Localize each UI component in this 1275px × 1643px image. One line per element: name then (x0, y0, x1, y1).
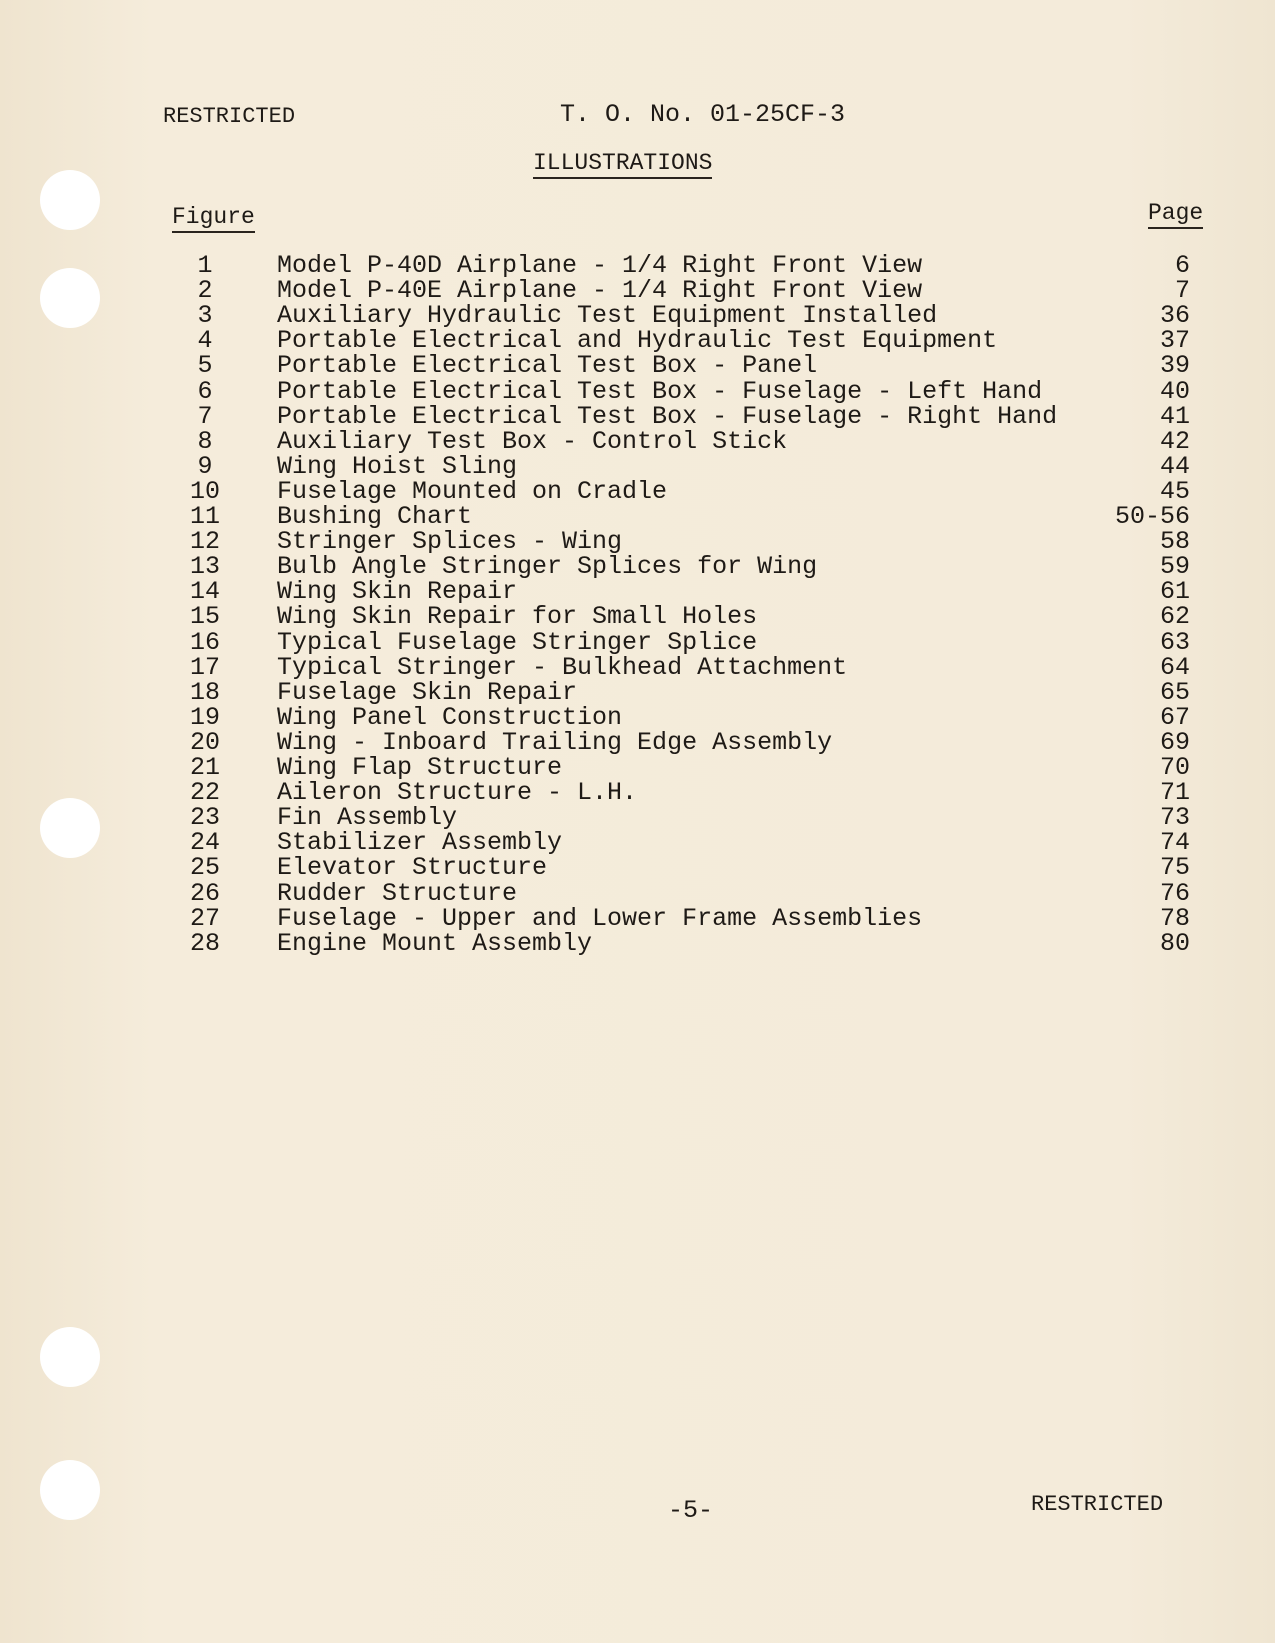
figure-page: 64 (1159, 652, 1190, 682)
figure-page: 42 (1159, 426, 1190, 456)
figure-title: Wing Panel Construction (277, 702, 623, 732)
figure-number: 26 (189, 878, 220, 908)
figure-number: 9 (197, 451, 213, 481)
figure-number: 12 (189, 527, 220, 557)
figure-title: Wing Skin Repair for Small Holes (277, 602, 758, 632)
list-item (0, 401, 1275, 431)
figure-page: 78 (1159, 903, 1190, 933)
figure-page: 45 (1159, 476, 1190, 506)
column-header-figure: Figure (172, 204, 255, 233)
figure-title: Aileron Structure - L.H. (277, 778, 638, 808)
list-item (0, 602, 1275, 632)
figure-number: 28 (189, 928, 220, 958)
figure-number: 4 (197, 326, 213, 356)
figure-title: Wing - Inboard Trailing Edge Assembly (277, 727, 833, 757)
figure-title: Rudder Structure (277, 878, 518, 908)
figure-title: Model P-40E Airplane - 1/4 Right Front View (277, 276, 923, 306)
figure-title: Wing Flap Structure (277, 753, 563, 782)
figure-page: 39 (1159, 351, 1190, 381)
figure-page: 73 (1159, 803, 1190, 833)
list-item (0, 276, 1275, 306)
list-item (0, 577, 1275, 607)
list-item (0, 476, 1275, 506)
binder-hole (40, 1327, 100, 1387)
list-item (0, 828, 1275, 858)
figure-number: 25 (189, 853, 220, 883)
figure-page: 74 (1159, 828, 1190, 858)
figure-page: 62 (1159, 602, 1190, 632)
figure-title: Bulb Angle Stringer Splices for Wing (277, 552, 818, 582)
list-item (0, 677, 1275, 707)
list-item (0, 376, 1275, 406)
list-item (0, 504, 1275, 529)
figure-page: 67 (1159, 702, 1190, 732)
figure-page: 6 (1174, 251, 1190, 280)
binder-hole (40, 1460, 100, 1520)
figure-number: 23 (189, 803, 220, 833)
list-item (0, 727, 1275, 757)
figure-title: Stabilizer Assembly (277, 828, 563, 858)
header-document-number: T. O. No. 01-25CF-3 (560, 100, 846, 129)
figure-number: 3 (197, 301, 213, 331)
figure-page: 37 (1159, 326, 1190, 356)
figure-page: 63 (1159, 627, 1190, 657)
figure-title: Stringer Splices - Wing (277, 527, 623, 557)
figure-number: 17 (189, 652, 220, 682)
list-item (0, 652, 1275, 682)
figure-page: 36 (1159, 301, 1190, 331)
list-item (0, 803, 1275, 833)
figure-number: 24 (189, 828, 220, 858)
figure-page: 61 (1159, 577, 1190, 607)
list-item (0, 451, 1275, 481)
figure-number: 2 (197, 276, 213, 306)
list-item (0, 426, 1275, 456)
figure-number: 19 (189, 702, 220, 732)
figure-page: 40 (1159, 376, 1190, 406)
figure-number: 6 (197, 376, 213, 406)
figure-title: Wing Skin Repair (277, 577, 518, 607)
figure-page: 75 (1159, 853, 1190, 883)
list-item (0, 527, 1275, 557)
figure-title: Typical Stringer - Bulkhead Attachment (277, 652, 848, 682)
figure-page: 80 (1159, 928, 1190, 958)
figure-number: 16 (189, 627, 220, 657)
figure-title: Fuselage Mounted on Cradle (277, 476, 668, 506)
list-item (0, 928, 1275, 958)
list-item (0, 853, 1275, 883)
figure-title: Portable Electrical and Hydraulic Test Equipment (277, 326, 998, 356)
figure-number: 13 (189, 552, 220, 582)
figure-title: Auxiliary Hydraulic Test Equipment Installed (277, 301, 938, 331)
figure-page: 59 (1159, 552, 1190, 582)
figure-page: 41 (1159, 401, 1190, 431)
figure-number: 22 (189, 778, 220, 808)
binder-hole (40, 170, 100, 230)
list-item (0, 627, 1275, 657)
figure-title: Fin Assembly (277, 803, 458, 833)
figure-page: 44 (1159, 451, 1190, 481)
column-header-page: Page (1148, 200, 1203, 229)
list-item (0, 552, 1275, 582)
figure-page: 50-56 (1114, 502, 1190, 531)
list-item (0, 301, 1275, 331)
figure-page: 65 (1159, 677, 1190, 707)
figure-number: 10 (189, 476, 220, 506)
figure-title: Auxiliary Test Box - Control Stick (277, 426, 788, 456)
figure-number: 27 (189, 903, 220, 933)
figure-title: Wing Hoist Sling (277, 451, 518, 481)
list-item (0, 903, 1275, 933)
figure-page: 76 (1159, 878, 1190, 908)
figure-title: Fuselage Skin Repair (277, 677, 578, 707)
figure-number: 20 (189, 727, 220, 757)
figure-title: Elevator Structure (277, 853, 548, 883)
figure-title: Bushing Chart (277, 502, 473, 531)
figure-page: 71 (1159, 778, 1190, 808)
list-item (0, 702, 1275, 732)
figure-number: 5 (197, 351, 213, 381)
list-item (0, 778, 1275, 808)
footer-restricted: RESTRICTED (1031, 1492, 1164, 1517)
figure-number: 21 (189, 753, 220, 782)
list-item (0, 253, 1275, 278)
figure-title: Typical Fuselage Stringer Splice (277, 627, 758, 657)
figure-page: 7 (1174, 276, 1190, 306)
figure-title: Portable Electrical Test Box - Panel (277, 351, 818, 381)
figure-number: 7 (197, 401, 213, 431)
figure-page: 69 (1159, 727, 1190, 757)
list-item (0, 755, 1275, 780)
figure-number: 18 (189, 677, 220, 707)
list-item (0, 351, 1275, 381)
figure-page: 58 (1159, 527, 1190, 557)
figure-title: Portable Electrical Test Box - Fuselage - Right Hand (277, 401, 1058, 431)
figure-page: 70 (1159, 753, 1190, 782)
figure-title: Engine Mount Assembly (277, 928, 593, 958)
figure-title: Model P-40D Airplane - 1/4 Right Front View (277, 251, 923, 280)
figure-title: Fuselage - Upper and Lower Frame Assemblies (277, 903, 923, 933)
figure-number: 8 (197, 426, 213, 456)
list-item (0, 878, 1275, 908)
figure-title: Portable Electrical Test Box - Fuselage - Left Hand (277, 376, 1043, 406)
header-restricted: RESTRICTED (163, 104, 296, 129)
list-item (0, 326, 1275, 356)
figure-number: 14 (189, 577, 220, 607)
figure-number: 1 (197, 251, 213, 280)
page-title: ILLUSTRATIONS (533, 150, 712, 179)
figure-number: 11 (189, 502, 220, 531)
page-number: -5- (668, 1496, 714, 1525)
figure-number: 15 (189, 602, 220, 632)
